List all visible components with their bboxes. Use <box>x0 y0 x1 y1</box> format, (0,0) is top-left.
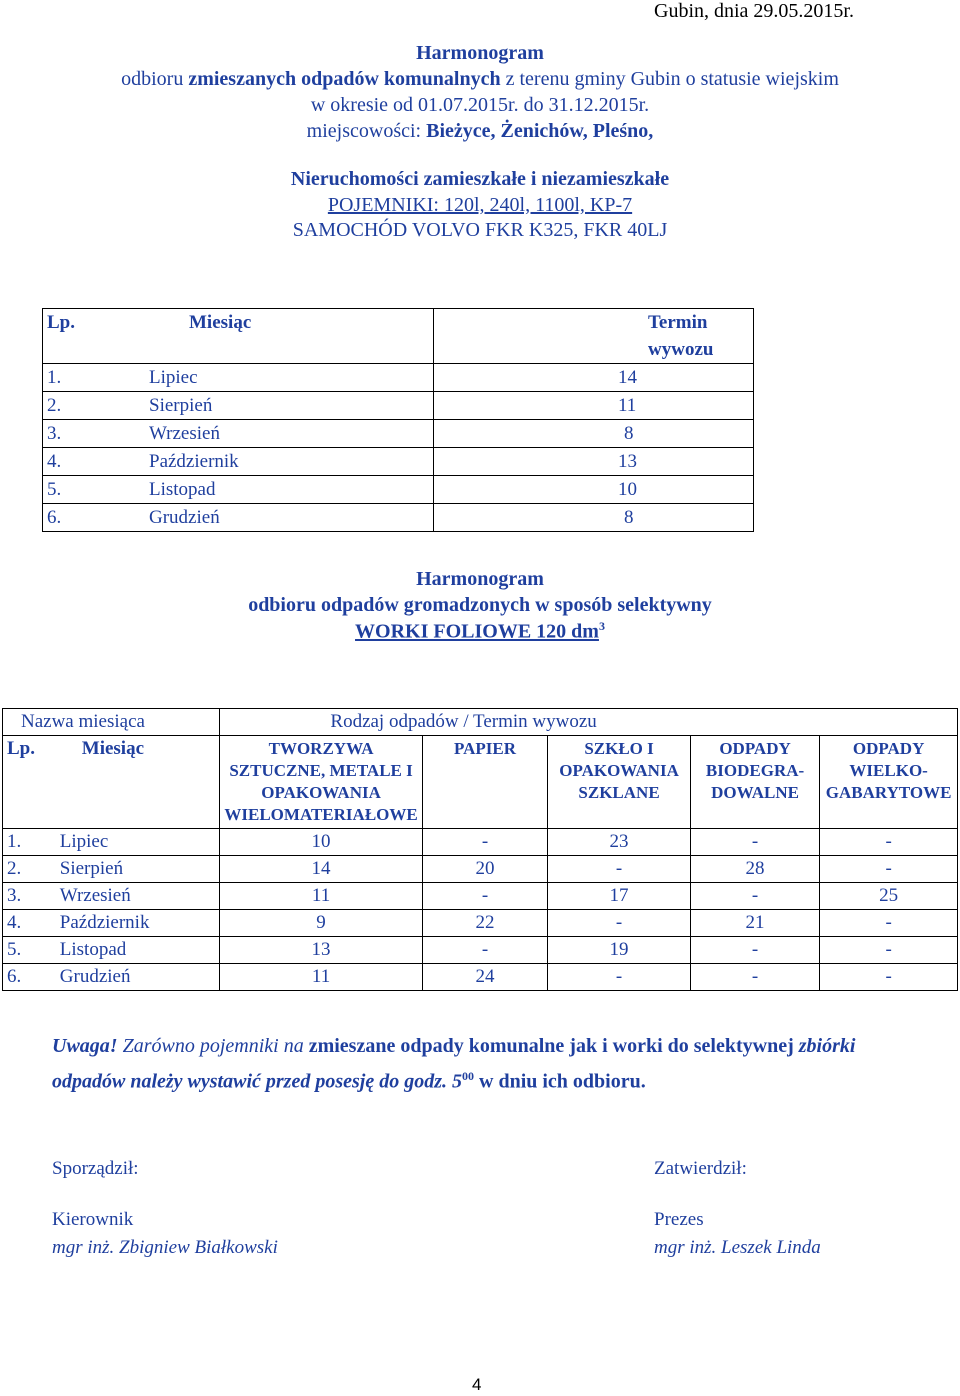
header-biodegradable: ODPADY BIODEGRA-DOWALNE <box>690 736 819 829</box>
row-bulky: 25 <box>820 883 958 910</box>
row-lp: 1. <box>43 364 146 392</box>
header-waste-type: Rodzaj odpadów / Termin wywozu <box>220 709 958 736</box>
header-lp: Lp. <box>43 309 146 364</box>
header-date: Termin wywozu <box>434 309 754 364</box>
row-lp: 3. <box>43 420 146 448</box>
row-month: Październik <box>145 448 434 476</box>
row-glass: 23 <box>548 829 691 856</box>
row-month: Październik <box>56 910 220 937</box>
table-row <box>43 476 754 504</box>
containers: POJEMNIKI: 120l, 240l, 1100l, KP-7 <box>327 194 633 216</box>
row-date: 8 <box>434 420 754 448</box>
header-bulky: ODPADY WIELKO-GABARYTOWE <box>820 736 958 829</box>
table-row <box>3 883 958 910</box>
row-paper: - <box>422 937 548 964</box>
header-month: Miesiąc <box>56 736 220 829</box>
row-bio: 21 <box>690 910 819 937</box>
row-lp: 2. <box>3 856 56 883</box>
header-glass: SZKŁO I OPAKOWANIA SZKLANE <box>548 736 691 829</box>
row-date: 10 <box>434 476 754 504</box>
row-paper: 22 <box>422 910 548 937</box>
row-glass: 19 <box>548 937 691 964</box>
page-number: 4 <box>472 1375 482 1394</box>
row-date: 11 <box>434 392 754 420</box>
row-bio: - <box>690 937 819 964</box>
row-month: Wrzesień <box>145 420 434 448</box>
row-month: Grudzień <box>56 964 220 991</box>
table-header-row <box>3 736 958 829</box>
row-lp: 5. <box>43 476 146 504</box>
row-bulky: - <box>820 964 958 991</box>
row-plastics: 10 <box>220 829 422 856</box>
table-row <box>43 364 754 392</box>
place-date: Gubin, dnia 29.05.2015r. <box>654 0 854 22</box>
row-bio: - <box>690 964 819 991</box>
table-row <box>43 392 754 420</box>
table-row <box>43 420 754 448</box>
row-paper: 20 <box>422 856 548 883</box>
row-lp: 6. <box>3 964 56 991</box>
approved-label: Zatwierdził: <box>654 1158 747 1179</box>
row-plastics: 9 <box>220 910 422 937</box>
row-date: 14 <box>434 364 754 392</box>
header-paper: PAPIER <box>422 736 548 829</box>
row-bulky: - <box>820 856 958 883</box>
table-row <box>3 829 958 856</box>
row-bulky: - <box>820 829 958 856</box>
row-month: Listopad <box>145 476 434 504</box>
prepared-label: Sporządził: <box>52 1158 139 1179</box>
approved-name: mgr inż. Leszek Linda <box>654 1237 821 1258</box>
table-header-row <box>43 309 754 364</box>
row-paper: - <box>422 829 548 856</box>
selective-waste-table <box>2 708 958 991</box>
row-lp: 3. <box>3 883 56 910</box>
schedule-title: Harmonogram <box>416 42 544 64</box>
row-paper: - <box>422 883 548 910</box>
row-glass: - <box>548 964 691 991</box>
table-row <box>43 504 754 532</box>
row-plastics: 14 <box>220 856 422 883</box>
prepared-by-block <box>52 1155 278 1262</box>
header-month-name: Nazwa miesiąca <box>3 709 220 736</box>
row-bio: - <box>690 829 819 856</box>
row-month: Listopad <box>56 937 220 964</box>
row-paper: 24 <box>422 964 548 991</box>
table-row <box>3 937 958 964</box>
row-month: Sierpień <box>145 392 434 420</box>
header-lp: Lp. <box>3 736 56 829</box>
row-glass: - <box>548 910 691 937</box>
row-lp: 6. <box>43 504 146 532</box>
row-lp: 1. <box>3 829 56 856</box>
vehicle: SAMOCHÓD VOLVO FKR K325, FKR 40LJ <box>292 219 668 241</box>
row-bio: - <box>690 883 819 910</box>
row-month: Lipiec <box>56 829 220 856</box>
row-bulky: - <box>820 937 958 964</box>
row-glass: - <box>548 856 691 883</box>
row-date: 8 <box>434 504 754 532</box>
mixed-waste-table <box>42 308 754 532</box>
prepared-title: Kierownik <box>52 1209 134 1230</box>
note-paragraph: Uwaga! Zarówno pojemniki na zmieszane odpady komunalne jak i worki do selektywnej zbiórki odpadów należy wystawić przed posesję do godz. $5^{00}$ w dniu ich odbioru. <box>52 1035 856 1093</box>
selective-subtitle: odbioru odpadów gromadzonych w sposób selektywny <box>248 594 712 616</box>
header-plastics: TWORZYWA SZTUCZNE, METALE I OPAKOWANIA WIELOMATERIAŁOWE <box>220 736 422 829</box>
row-month: Lipiec <box>145 364 434 392</box>
row-month: Grudzień <box>145 504 434 532</box>
schedule-period: w okresie od 01.07.2015r. do 31.12.2015r. <box>310 94 650 116</box>
approved-title: Prezes <box>654 1209 704 1230</box>
prepared-name: mgr inż. Zbigniew Białkowski <box>52 1237 278 1258</box>
row-bulky: - <box>820 910 958 937</box>
property-type: Nieruchomości zamieszkałe i niezamieszkałe <box>290 168 670 190</box>
table-top-header-row <box>3 709 958 736</box>
row-date: 13 <box>434 448 754 476</box>
row-lp: 4. <box>43 448 146 476</box>
selective-title: Harmonogram <box>416 568 544 590</box>
row-lp: 4. <box>3 910 56 937</box>
table-row <box>43 448 754 476</box>
row-month: Wrzesień <box>56 883 220 910</box>
row-lp: 2. <box>43 392 146 420</box>
row-glass: 17 <box>548 883 691 910</box>
header-month: Miesiąc <box>145 309 434 364</box>
approved-by-block <box>654 1155 821 1262</box>
table-row <box>3 856 958 883</box>
schedule-subtitle: odbioru zmieszanych odpadów komunalnych z terenu gminy Gubin o statusie wiejskim <box>121 68 839 90</box>
row-bio: 28 <box>690 856 819 883</box>
localities: miejscowości: Bieżyce, Żenichów, Pleśno, <box>306 120 654 142</box>
row-plastics: 11 <box>220 883 422 910</box>
bags-info: WORKI FOLIOWE 120 $dm^3$ <box>355 619 605 643</box>
row-plastics: 13 <box>220 937 422 964</box>
table-row <box>3 910 958 937</box>
row-lp: 5. <box>3 937 56 964</box>
row-plastics: 11 <box>220 964 422 991</box>
table-row <box>3 964 958 991</box>
row-month: Sierpień <box>56 856 220 883</box>
